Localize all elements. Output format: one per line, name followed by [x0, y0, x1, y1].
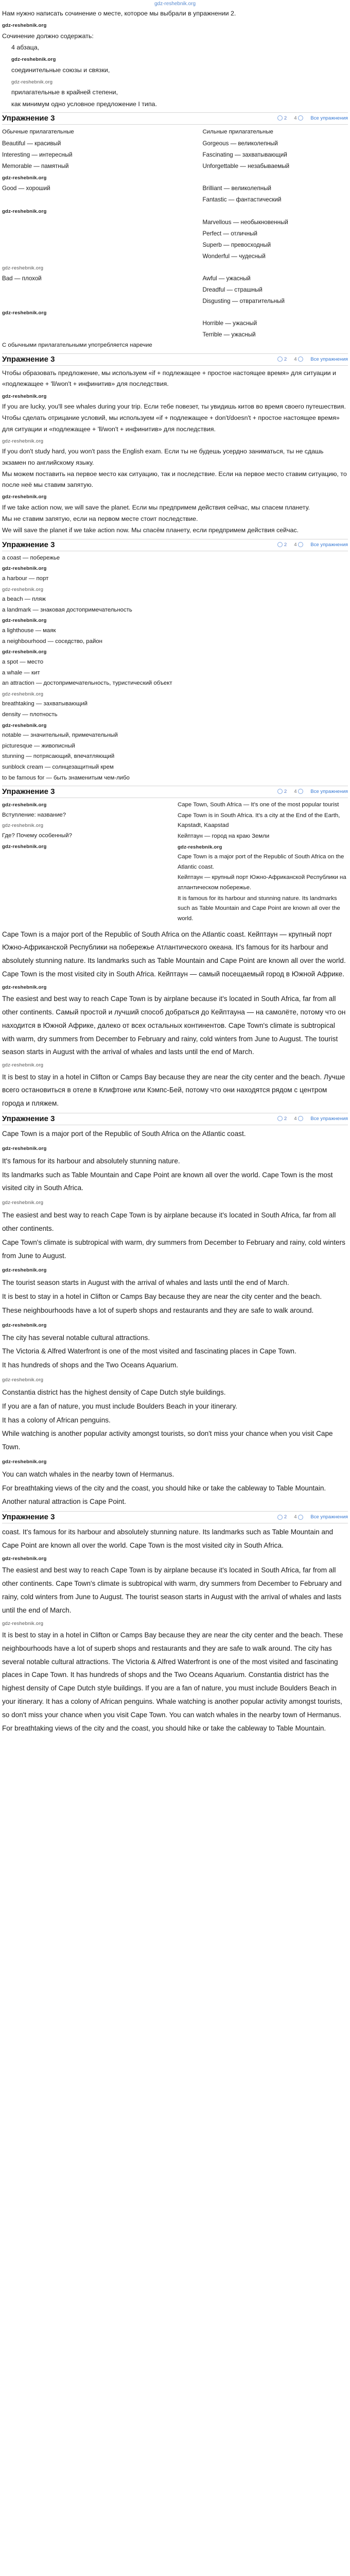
watermark: gdz-reshebnik.org	[2, 722, 47, 728]
section-header	[2, 1113, 348, 1125]
next-exercise-button[interactable]: 4	[294, 1115, 303, 1124]
vocab-item: sunblock cream — солнцезащитный крем	[2, 764, 114, 770]
section-tools	[277, 1115, 348, 1124]
adjective-row: Horrible — ужасный	[202, 320, 257, 327]
essay-sentence: The tourist season starts in August with the arrival of whales and lasts until the end of March.	[2, 1279, 289, 1287]
vocab-item: a landmark — знаковая достопримечательность	[2, 606, 132, 613]
adjective-row: Memorable — памятный Unforgettable — незабываемый	[2, 162, 290, 170]
essay-sentence: Another natural attraction is Cape Point.	[2, 1498, 127, 1506]
watermark: gdz-reshebnik.org	[2, 1377, 44, 1383]
intro-requirements: Сочинение должно содержать:	[2, 32, 94, 40]
requirement-item: как минимум одно условное предложение I типа.	[11, 100, 157, 108]
arrow-left-icon	[277, 542, 283, 547]
site-url[interactable]: gdz-reshebnik.org	[154, 1, 196, 7]
prev-exercise-button[interactable]: 2	[277, 541, 287, 550]
essay-sentence: You can watch whales in the nearby town of Hermanus.	[2, 1470, 174, 1478]
vocab-item: density — плотность	[2, 711, 58, 718]
grammar-example: If you are lucky, you'll see whales during your trip. Если тебе повезет, ты увидишь китов во время своего путешествия.	[2, 402, 346, 410]
essay-sentence: Constantia district has the highest density of Cape Dutch style buildings.	[2, 1388, 226, 1396]
plan-answer: Кейптаун — крупный порт Южно-Африканской Республики на атлантическом побережье.	[178, 874, 346, 891]
watermark: gdz-reshebnik.org	[2, 265, 44, 271]
watermark: gdz-reshebnik.org	[2, 802, 47, 808]
adjective-row: Wonderful — чудесный	[202, 252, 266, 260]
section-tools	[277, 355, 348, 364]
prev-exercise-button[interactable]: 2	[277, 788, 287, 796]
arrow-right-icon	[298, 789, 303, 794]
section-tools	[277, 114, 348, 123]
essay-sentence: It is best to stay in a hotel in Clifton or Camps Bay because they are near the city center and the beach.	[2, 1293, 322, 1301]
all-exercises-link[interactable]: Все упражнения	[310, 1115, 348, 1122]
vocab-item: picturesque — живописный	[2, 742, 75, 749]
section-title: Упражнение 3	[2, 1513, 55, 1522]
grammar-paragraph: Мы можем поставить на первое место как ситуацию, так и последствие. Если на первое место ставим ситуацию, то после неё мы ставим запятую.	[2, 470, 347, 489]
section-tools	[277, 541, 348, 550]
section-tools	[277, 788, 348, 796]
watermark: gdz-reshebnik.org	[2, 1200, 44, 1206]
grammar-example: If we take action now, we will save the planet. Если мы предпримем действия сейчас, мы спасем планету.	[2, 503, 310, 511]
watermark: gdz-reshebnik.org	[11, 79, 53, 85]
intro-line: Нам нужно написать сочинение о месте, которое мы выбрали в упражнении 2.	[2, 10, 236, 17]
adjective-row: Disgusting — отвратительный	[202, 297, 285, 304]
adjective-row: Marvellous — необыкновенный	[202, 218, 288, 226]
adjective-row: Fantastic — фантастический	[202, 196, 282, 204]
section-title: Упражнение 3	[2, 113, 55, 123]
essay-paragraph: coast. It's famous for its harbour and absolutely stunning nature. Its landmarks such as Table Mountain and Cape Point are known all over the world. Cape Town is the most visited city in South Africa.	[2, 1528, 334, 1550]
all-exercises-link[interactable]: Все упражнения	[310, 356, 348, 362]
arrow-left-icon	[277, 789, 283, 794]
watermark: gdz-reshebnik.org	[2, 209, 47, 215]
section-header	[2, 539, 348, 551]
watermark: gdz-reshebnik.org	[2, 823, 44, 829]
plan-answer: Cape Town, South Africa — It's one of the most popular tourist	[178, 802, 339, 808]
watermark: gdz-reshebnik.org	[2, 1145, 47, 1151]
plan-right	[178, 800, 348, 924]
requirement-item: соединительные союзы и связки,	[11, 66, 110, 74]
essay-sentence: Cape Town is a major port of the Republic of South Africa on the Atlantic coast.	[2, 1130, 246, 1138]
arrow-right-icon	[298, 357, 303, 362]
adjective-row: Good — хороший Brilliant — великолепный	[2, 185, 271, 192]
plan-question: Где? Почему особенный?	[2, 833, 72, 839]
watermark: gdz-reshebnik.org	[178, 844, 222, 850]
essay-sentence: It has hundreds of shops and the Two Oceans Aquarium.	[2, 1361, 179, 1369]
watermark: gdz-reshebnik.org	[2, 494, 47, 500]
watermark: gdz-reshebnik.org	[2, 23, 47, 29]
section-tools	[277, 1513, 348, 1522]
essay-paragraph: The easiest and best way to reach Cape Town is by airplane because it's located in South Africa, far from all other continents. Cape Town's climate is subtropical with warm, dry summers from December to February and rainy, cold winters from June to August. The tourist season starts in August with the arrival of whales and lasts until the end of March.	[2, 1566, 342, 1614]
vocab-list	[2, 553, 348, 783]
watermark: gdz-reshebnik.org	[2, 1620, 44, 1626]
section-title: Упражнение 3	[2, 354, 55, 364]
watermark: gdz-reshebnik.org	[2, 1062, 44, 1069]
prev-exercise-button[interactable]: 2	[277, 1513, 287, 1522]
essay-sentence: It has a colony of African penguins.	[2, 1416, 111, 1424]
vocab-item: a beach — пляж	[2, 596, 46, 603]
arrow-right-icon	[298, 115, 303, 121]
watermark: gdz-reshebnik.org	[2, 566, 47, 572]
adjective-row: Interesting — интересный Fascinating — захватывающий	[2, 151, 287, 158]
vocab-item: a spot — место	[2, 658, 44, 665]
vocab-item: to be famous for — быть знаменитым чем-либо	[2, 774, 130, 781]
heading-right: Сильные прилагательные	[202, 129, 273, 135]
adjective-row: Terrible — ужасный	[202, 331, 256, 338]
watermark: gdz-reshebnik.org	[11, 57, 56, 63]
essay-sentence: If you are a fan of nature, you must include Boulders Beach in your itinerary.	[2, 1402, 237, 1410]
essay-sentence: It's famous for its harbour and absolutely stunning nature.	[2, 1157, 180, 1165]
adjective-row: Dreadful — страшный	[202, 286, 262, 293]
plan-question: Вступление: название?	[2, 811, 66, 818]
vocab-item: breathtaking — захватывающий	[2, 701, 87, 707]
requirement-item: 4 абзаца,	[11, 43, 40, 51]
adjective-row: Bad — плохой Awful — ужасный	[2, 275, 251, 282]
watermark: gdz-reshebnik.org	[2, 1459, 47, 1465]
adjective-table	[2, 127, 348, 341]
plan-answer: It is famous for its harbour and stunning nature. Its landmarks such as Table Mountain and Cape Point are known all over the world.	[178, 895, 340, 922]
plan-left	[2, 800, 172, 924]
watermark: gdz-reshebnik.org	[2, 1322, 47, 1328]
vocab-item: a harbour — порт	[2, 575, 49, 582]
arrow-right-icon	[298, 1515, 303, 1520]
vocab-item: a whale — кит	[2, 669, 40, 676]
next-exercise-button[interactable]: 4	[294, 355, 303, 364]
arrow-left-icon	[277, 1116, 283, 1121]
grammar-example: We will save the planet if we take action now. Мы спасём планету, если предпримем действия сейчас.	[2, 527, 299, 534]
watermark: gdz-reshebnik.org	[2, 393, 47, 399]
essay-sentence: Its landmarks such as Table Mountain and Cape Point are known all over the world. Cape Town is the most visited city in South Africa.	[2, 1171, 333, 1192]
arrow-left-icon	[277, 1515, 283, 1520]
next-exercise-button[interactable]: 4	[294, 114, 303, 123]
watermark: gdz-reshebnik.org	[2, 1555, 47, 1562]
vocab-item: notable — значительный, примечательный	[2, 732, 118, 739]
watermark: gdz-reshebnik.org	[2, 438, 44, 444]
section-title: Упражнение 3	[2, 540, 55, 549]
essay-sentence: These neighbourhoods have a lot of superb shops and restaurants and they are safe to walk around.	[2, 1306, 314, 1314]
essay-paragraph: Cape Town is a major port of the Republic of South Africa on the Atlantic coast. Кейптаун — крупный порт Южно-Африканской Республики на побережье Атлантического океана. It's famous for its harbour and absolutely stunning nature. Its landmarks such as Table Mountain and Cape Point are known all over the world. Cape Town is the most visited city in South Africa. Кейптаун — самый посещаемый город в Южной Африке.	[2, 930, 346, 978]
plan-answer: Cape Town is in South Africa. It's a city at the End of the Earth, Kapstadt, Kaapstad	[178, 812, 340, 829]
section-header	[2, 786, 348, 798]
section-title: Упражнение 3	[2, 1114, 55, 1124]
watermark: gdz-reshebnik.org	[2, 691, 44, 697]
next-exercise-button[interactable]: 4	[294, 1513, 303, 1522]
watermark: gdz-reshebnik.org	[2, 1267, 47, 1274]
watermark: gdz-reshebnik.org	[2, 175, 47, 181]
next-exercise-button[interactable]: 4	[294, 541, 303, 550]
all-exercises-link[interactable]: Все упражнения	[310, 1514, 348, 1520]
essay-sentence: The city has several notable cultural attractions.	[2, 1333, 150, 1342]
vocab-item: an attraction — достопримечательность, туристический объект	[2, 680, 172, 687]
vocab-item: a coast — побережье	[2, 554, 60, 561]
heading-left: Обычные прилагательные	[2, 129, 74, 135]
section-header	[2, 112, 348, 125]
prev-exercise-button[interactable]: 2	[277, 355, 287, 364]
essay-sentence: While watching is another popular activity amongst tourists, so don't miss your chance when you visit Cape Town.	[2, 1430, 333, 1451]
grammar-example: If you don't study hard, you won't pass the English exam. Если ты не будешь усердно заниматься, ты не сдашь экзамен по английскому языку.	[2, 448, 324, 466]
watermark: gdz-reshebnik.org	[2, 649, 47, 655]
prev-exercise-button[interactable]: 2	[277, 1115, 287, 1124]
essay-sentence: The easiest and best way to reach Cape Town is by airplane because it's located in South Africa, far from all other continents.	[2, 1211, 336, 1232]
adjective-row: Perfect — отличный	[202, 230, 257, 237]
vocab-item: a lighthouse — маяк	[2, 628, 56, 634]
essay-paragraph: The easiest and best way to reach Cape Town is by airplane because it's located in South Africa, far from all other continents. Самый простой и лучший способ добраться до Кейптауна — на самолёте, потому что он находится в Южной Африке, далеко от всех остальных континентов. Cape Town's climate is subtropical with warm, dry summers from December to February and rainy, cold winters from June to August. The tourist season starts in August with the arrival of whales and lasts until the end of March.	[2, 995, 346, 1056]
adjective-row: Superb — превосходный	[202, 241, 271, 248]
next-exercise-button[interactable]: 4	[294, 788, 303, 796]
arrow-right-icon	[298, 1116, 303, 1121]
essay-paragraph: It is best to stay in a hotel in Clifton or Camps Bay because they are near the city center and the beach. These neighbourhoods have a lot of superb shops and restaurants and they are safe to walk around. The city has several notable cultural attractions. The Victoria & Alfred Waterfront is one of the most visited and fascinating places in Cape Town. It has hundreds of shops and the Two Oceans Aquarium. Constantia district has the highest density of Cape Dutch style buildings. If you are a fan of nature, you must include Boulders Beach in your itinerary. It has a colony of African penguins. Whale watching is another popular activity amongst tourists, so don't miss your chance when you visit Cape Town. You can watch whales in the nearby town of Hermanus. For breathtaking views of the city and the coast, you should hike or take the cableway to Table Mountain.	[2, 1631, 343, 1732]
watermark: gdz-reshebnik.org	[2, 618, 47, 624]
all-exercises-link[interactable]: Все упражнения	[310, 115, 348, 121]
plan-answer: Cape Town is a major port of the Republic of South Africa on the Atlantic coast.	[178, 854, 344, 870]
watermark: gdz-reshebnik.org	[2, 310, 47, 316]
section-header	[2, 353, 348, 366]
essay-sentence: For breathtaking views of the city and the coast, you should hike or take the cableway to Table Mountain.	[2, 1484, 326, 1492]
section-title: Упражнение 3	[2, 787, 55, 796]
grammar-paragraph: Чтобы сделать отрицание условий, мы используем «if + подлежащее + don't/doesn't + простое настоящее время» для ситуации и «подлежащее + 'll/won't + инфинитив» для последствия.	[2, 414, 340, 433]
vocab-item: stunning — потрясающий, впечатляющий	[2, 753, 115, 760]
vocab-item: a neighbourhood — соседство, район	[2, 638, 102, 645]
site-address-bar[interactable]	[2, 0, 348, 8]
arrow-left-icon	[277, 115, 283, 121]
all-exercises-link[interactable]: Все упражнения	[310, 541, 348, 548]
essay-sentence: Cape Town's climate is subtropical with warm, dry summers from December to February and rainy, cold winters from June to August.	[2, 1238, 345, 1260]
arrow-right-icon	[298, 542, 303, 547]
section-header	[2, 1511, 348, 1523]
requirement-item: прилагательные в крайней степени,	[11, 89, 118, 96]
essay-paragraph: It is best to stay in a hotel in Clifton or Camps Bay because they are near the city center and the beach. Лучше всего остановиться в отеле в Клифтоне или Кэмпс-Бей, потому что они находятся рядом с центром города и пляжем.	[2, 1073, 345, 1108]
grammar-paragraph: Мы не ставим запятую, если на первом месте стоит последствие.	[2, 515, 198, 523]
grammar-paragraph: Чтобы образовать предложение, мы используем «if + подлежащее + простое настоящее время» для ситуации и «подлежащее + 'll/won't + инфинитив» для последствия.	[2, 369, 336, 388]
watermark: gdz-reshebnik.org	[2, 843, 47, 850]
arrow-left-icon	[277, 357, 283, 362]
essay-numbered	[2, 1127, 348, 1509]
plan-table	[2, 800, 348, 924]
adjective-headings	[2, 127, 348, 138]
essay-sentence: The Victoria & Alfred Waterfront is one of the most visited and fascinating places in Cape Town.	[2, 1347, 296, 1355]
adjective-row: Beautiful — красивый Gorgeous — великолепный	[2, 140, 278, 147]
prev-exercise-button[interactable]: 2	[277, 114, 287, 123]
watermark: gdz-reshebnik.org	[2, 586, 44, 592]
plan-answer: Кейптаун — город на краю Земли	[178, 833, 270, 840]
adjective-note: С обычными прилагательными употребляется наречие	[2, 342, 152, 349]
all-exercises-link[interactable]: Все упражнения	[310, 788, 348, 794]
watermark: gdz-reshebnik.org	[2, 984, 47, 990]
